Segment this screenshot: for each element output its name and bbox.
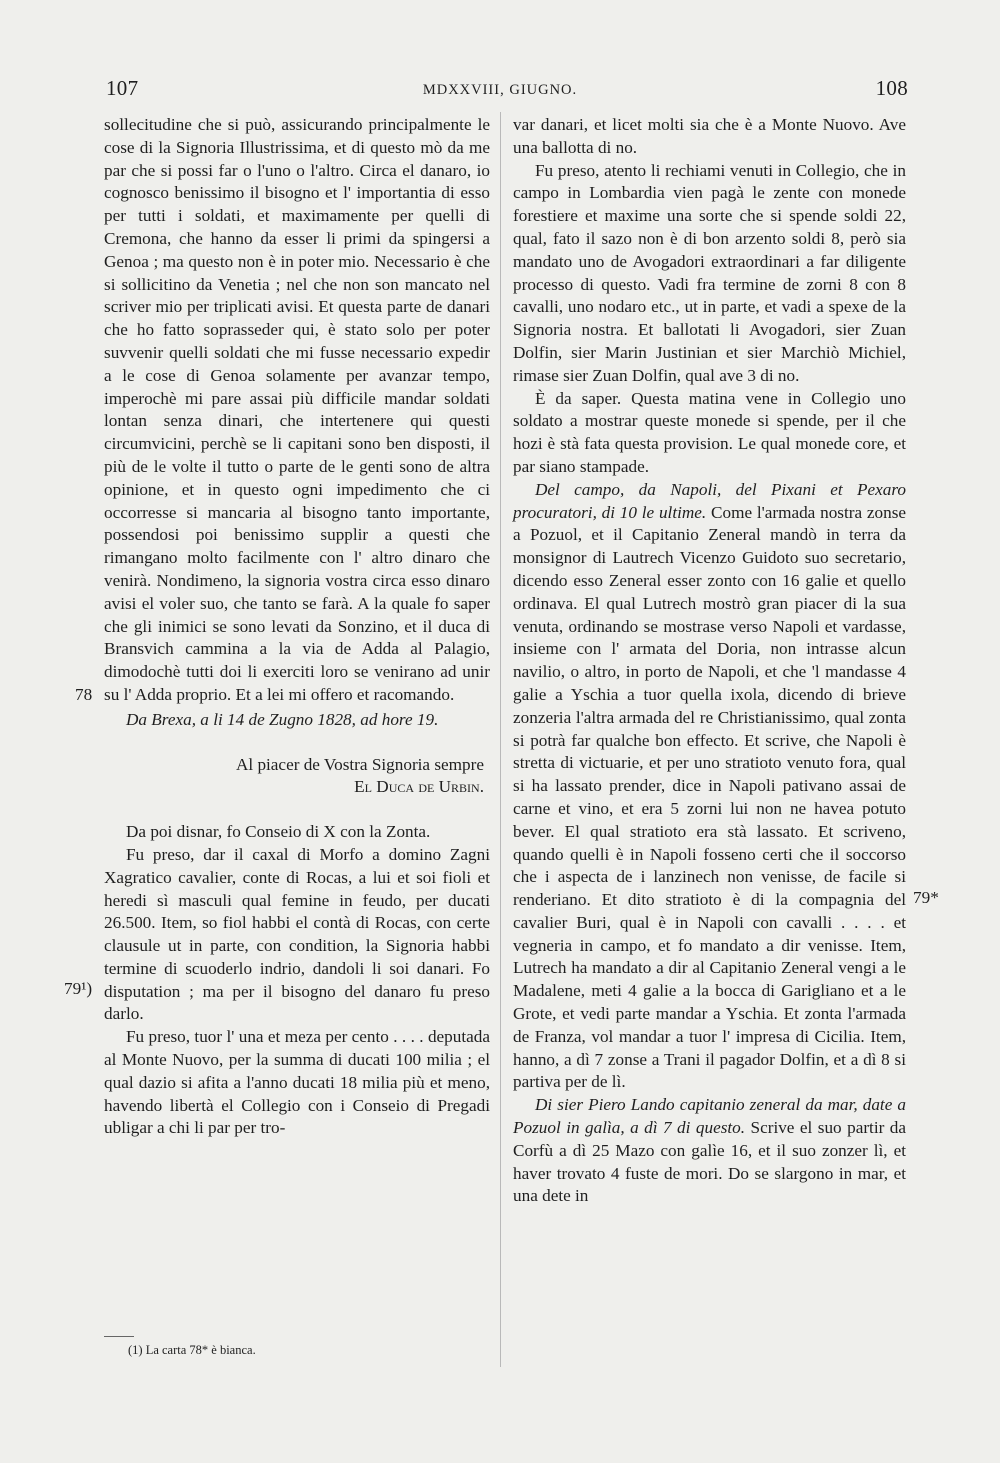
dateline: Da Brexa, a li 14 de Zugno 1828, ad hore 19.	[126, 709, 439, 729]
left-paragraph-1: sollecitudine che si può, assicurando principalmente le cose di la Signoria Illustrissima, et di questo mò da me par che si possi far o l'uno o l'altro. Circa el danaro, io cognosco benissimo il bisogno et l' importantia di esso per tutti i soldati, et maximamente per quelli di Cremona, che hanno da esser li primi da spingersi a Genoa ; ma questo non è in poter mio. Necessario è che si sollicitino da Venetia ; nel che non son mancato nel scriver mio per triplicati avisi. Et questa parte de danari che ho fatto soprasseder qui, è stato solo per poter suvvenir quelli soldati che mi fusse necessario expedir a le cose di Genoa solamente per avanzar tempo, imperochè mi pare assai più difficile mandar soldati lontan senza dinari, che intertenere qui questi circumvicini, perchè se li capitani sono ben disposti, il più de le volte il tutto o parte de le genti sono de altra opinione, et in questo ogni impedimento che ci occorresse si mancaria al bisogno tanto importante, possendosi poi benissimo supplir a questi che rimangano molto facilmente con l' altro dinaro che venirà. Nondimeno, la signoria vostra circa esso dinaro avisi el voler suo, che tanto se farà. A la quale fo saper che gli inimici se sono levati da Sonzino, et il duca di Bransvich cammina a la via de Adda al Palagio, dimodochè tutti doi li exerciti loro se venirano ad unir su l' Adda proprio. Et a lei mi offero et racomando.	[104, 115, 490, 704]
spacer	[104, 732, 490, 754]
dispatch-body: Come l'armada nostra zonse a Pozuol, et il Capitanio Zeneral mandò in terra da monsignor di Lautrech Vicenzo Guidoto suo secretario, dicendo esso Zeneral esser zonto con 16 galie et quello ordinava. El qual Lutrech mostrò gran piacer di la sua venuta, ordinando se mostrase verso Napoli et vardasse, insieme con l' armata del Doria, non intrasse alcun navilio, o altro, in porto de Napoli, et che 'l mandasse 4 galie a Yschia a tuor quella ixola, dicendo di brieve zonzeria l'altra armada del re Christianissimo, qual zonta si potrà far qualche bon effecto. Et scrive, che Napoli è stretta di victuarie, et per uno stratioto venuto fora, qual si ha lassato prender, dice in Napoli pativano assai de carne et vino, et era 5 zorni lui non ne havea potuto bever. El qual stratioto era stà lassato. Et scriveno, quando quelli è in Napoli fosseno certi che il soccorso che i aspecta de i lanzinech non venisse, de facile si renderiano. Et dito stratioto è di la compagnia del cavalier Buri, qual è in Napoli con cavalli . . . . et vegneria in campo, et fo mandato a dir venisse. Item, Lutrech ha mandato a dir al Capitanio Zeneral vengi a le Madalene, meti 4 galie a la bocca di Garigliano et a le Grote, et vedi parte mandar a Yschia. Et zonta l'armada de Franza, vol mandar a tuor l' impresa di Cicilia. Item, hanno, a dì 7 zonse a Trani il pagador Dolfin, et a dì 8 si partiva per de lì.	[513, 502, 907, 1092]
left-paragraph-4: Fu preso, tuor l' una et meza per cento . . . . deputada al Monte Nuovo, per la summa di ducati 100 milia ; el qual dazio si afita a l'anno ducati 18 milia più et meno, havendo libertà el Collegio con i Conseio di Pregadi ubligar a chi li par per tro-	[104, 1027, 490, 1138]
dispatch-body-2: Scrive el suo partir da Corfù a dì 25 Mazo con galìe 16, et il suo zonzer lì, et haver trovato 4 fuste de mori. Do se slargono in mar, et una dete in	[513, 1118, 907, 1206]
closing-line: Al piacer de Vostra Signoria sempre	[235, 754, 484, 774]
left-column	[104, 114, 490, 1140]
right-paragraph-3: È da saper. Questa matina vene in Collegio uno soldato a mostrar queste monede si spende, per il che hozi è stà fata questa provision. Le qual monede core, et par siano stampade.	[513, 388, 906, 476]
page-number-right: 108	[875, 76, 908, 100]
dispatch-heading: Del campo, da Napoli, del Pixani et Pexaro procuratori, di 10 le ultime.	[513, 479, 906, 522]
right-paragraph-2: Fu preso, atento li rechiami venuti in Collegio, che in campo in Lombardia vien pagà le zente con monede forestiere et maxime una sorte che si spende soldi 22, qual, fato il sazo non è di bon arzento soldi 8, però sia mandato uno de Avogadori extraordinari a far diligente processo di questo. Vadi fra termine de zorni 8 con 8 cavalli, uno nodaro etc., ut in parte, et vadi a spexe de la Signoria nostra. Et ballotati li Avogadori, sier Zuan Dolfin, sier Marin Justinian et sier Marchiò Michiel, rimase sier Zuan Dolfin, qual ave 3 di no.	[513, 160, 906, 385]
margin-number-78: 78	[75, 685, 93, 704]
dispatch-heading-2: Di sier Piero Lando capitanio zeneral da mar, date a Pozuol in galìa, a dì 7 di questo.	[513, 1095, 906, 1138]
spacer	[104, 799, 490, 821]
page-number-left: 107	[106, 76, 139, 100]
right-paragraph-1: var danari, et licet molti sia che è a Monte Nuovo. Ave una ballotta di no.	[513, 115, 906, 157]
right-paragraph-4	[513, 479, 906, 1095]
footnote: (1) La carta 78* è bianca.	[128, 1343, 256, 1357]
signer	[104, 776, 490, 799]
left-paragraph-2: Da poi disnar, fo Conseio di X con la Zonta.	[126, 822, 431, 842]
left-paragraph-3: Fu preso, dar il caxal di Morfo a domino Zagni Xagratico cavalier, conte di Rocas, a lui et soi fioli et heredi sì masculi qual femine in feudo, per ducati 26.500. Item, so fiol habbi el contà di Rocas, con certe clausule ut in parte, con condition, la Signoria habbi termine di scuoderlo indrio, dandoli li soi danari. Fo disputation ; ma per il bisogno del danaro fu preso darlo.	[104, 844, 490, 1024]
column-divider	[500, 112, 501, 1367]
margin-number-79-left: 79¹)	[64, 979, 93, 998]
right-paragraph-5	[513, 1094, 906, 1208]
footnote-rule	[104, 1336, 134, 1337]
right-column	[513, 114, 906, 1208]
running-title: MDXXVIII, GIUGNO.	[422, 82, 578, 98]
margin-number-79-right: 79*	[913, 888, 939, 907]
signer-name: El Duca de Urbin.	[354, 777, 484, 797]
